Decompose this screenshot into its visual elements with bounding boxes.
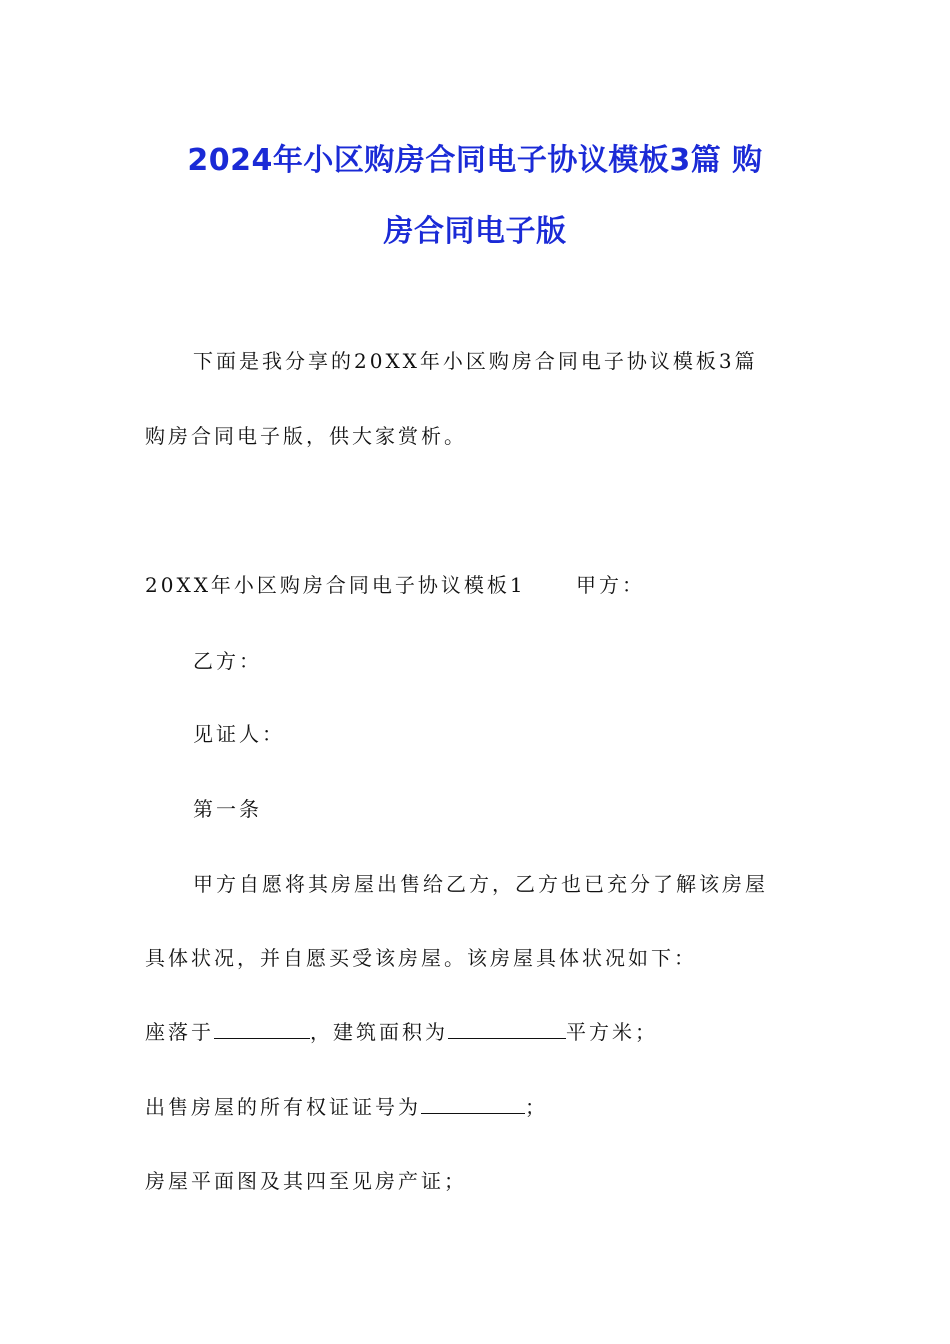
- location-blank: [214, 1020, 310, 1039]
- certificate-prefix: 出售房屋的所有权证证号为: [145, 1095, 421, 1119]
- intro-line-2: 购房合同电子版，供大家赏析。: [145, 424, 467, 448]
- certificate-blank: [421, 1095, 525, 1114]
- certificate-suffix: ；: [525, 1095, 548, 1119]
- document-title-line-2: 房合同电子版: [383, 214, 567, 249]
- paragraph-1-line-1: 甲方自愿将其房屋出售给乙方，乙方也已充分了解该房屋: [193, 872, 768, 896]
- location-prefix: 座落于: [145, 1020, 214, 1044]
- floor-plan-line: 房屋平面图及其四至见房产证；: [145, 1169, 467, 1193]
- location-line: [145, 1020, 658, 1044]
- intro-line-1: 下面是我分享的20XX年小区购房合同电子协议模板3篇: [193, 349, 758, 373]
- certificate-line: [145, 1095, 548, 1119]
- area-blank: [448, 1020, 566, 1039]
- paragraph-1-line-2: 具体状况，并自愿买受该房屋。该房屋具体状况如下：: [145, 946, 697, 970]
- party-a-label: 甲方：: [576, 573, 645, 597]
- section-heading: 20XX年小区购房合同电子协议模板1: [145, 573, 526, 597]
- location-mid: ，建筑面积为: [310, 1020, 448, 1044]
- party-b-label: 乙方：: [193, 649, 262, 673]
- article-heading: 第一条: [193, 797, 262, 821]
- witness-label: 见证人：: [193, 722, 285, 746]
- location-suffix: 平方米；: [566, 1020, 658, 1044]
- document-title-line-1: 2024年小区购房合同电子协议模板3篇 购: [187, 143, 763, 178]
